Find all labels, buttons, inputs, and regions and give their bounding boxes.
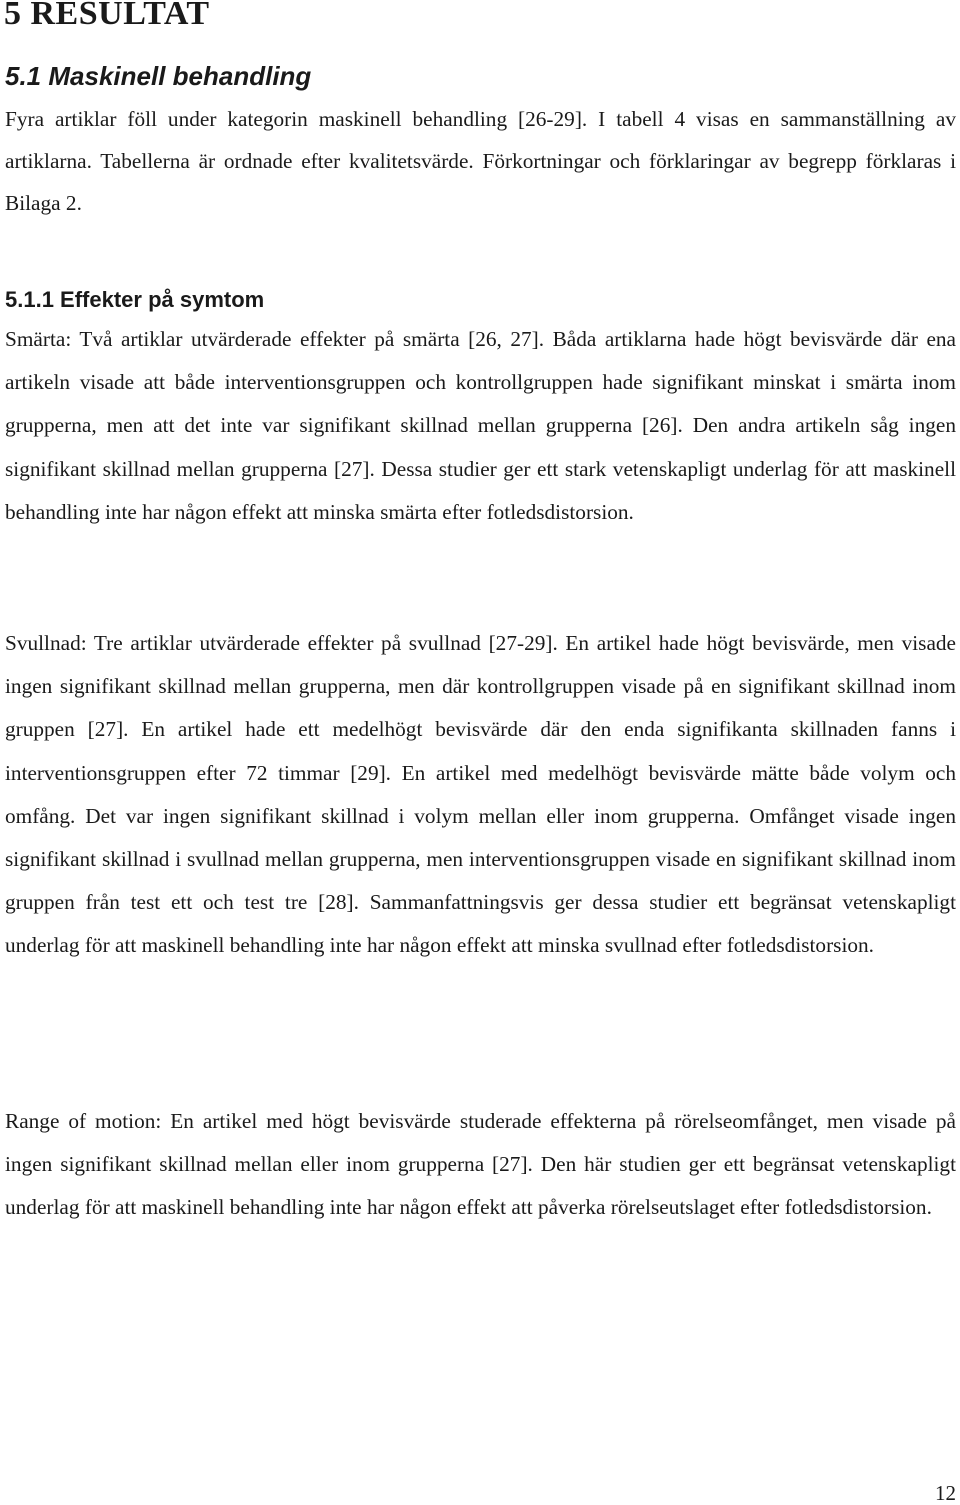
section-heading: 5.1 Maskinell behandling	[5, 61, 312, 91]
range-of-motion-paragraph: Range of motion: En artikel med högt bevisvärde studerade effekterna på rörelseomfånget, men visade på ingen signifikant skillnad mellan eller inom grupperna [27]. Den här studien ger ett begränsat vetenskapligt underlag för att maskinell behandling inte har någon effekt att påverka rörelseutslaget efter fotledsdistorsion.	[5, 1109, 956, 1220]
swelling-paragraph: Svullnad: Tre artiklar utvärderade effekter på svullnad [27-29]. En artikel hade högt bevisvärde, men visade ingen signifikant skillnad mellan grupperna, men där kontrollgruppen visade på en signifikant skillnad inom gruppen [27]. En artikel hade ett medelhögt bevisvärde där den enda signifikanta skillnaden fanns i interventionsgruppen efter 72 timmar [29]. En artikel med medelhögt bevisvärde mätte både volym och omfång. Det var ingen signifikant skillnad i volym mellan eller inom grupperna. Omfånget visade ingen signifikant skillnad i svullnad mellan grupperna, men interventionsgruppen visade en signifikant skillnad inom gruppen från test ett och test tre [28]. Sammanfattningsvis ger dessa studier ett begränsat vetenskapligt underlag för att maskinell behandling inte har någon effekt att minska svullnad efter fotledsdistorsion.	[5, 631, 956, 958]
chapter-heading: 5 RESULTAT	[4, 0, 210, 32]
page-number: 12	[935, 1481, 956, 1505]
intro-paragraph: Fyra artiklar föll under kategorin maskinell behandling [26-29]. I tabell 4 visas en sammanställning av artiklarna. Tabellerna är ordnade efter kvalitetsvärde. Förkortningar och förklaringar av begrepp förklaras i Bilaga 2.	[5, 107, 956, 215]
subsection-heading: 5.1.1 Effekter på symtom	[5, 287, 265, 312]
pain-paragraph: Smärta: Två artiklar utvärderade effekter på smärta [26, 27]. Båda artiklarna hade högt bevisvärde där ena artikeln visade att både interventionsgruppen och kontrollgruppen hade signifikant minskat i smärta inom grupperna, men att det inte var signifikant skillnad mellan grupperna [26]. Den andra artikeln såg ingen signifikant skillnad mellan grupperna [27]. Dessa studier ger ett stark vetenskapligt underlag för att maskinell behandling inte har någon effekt att minska smärta efter fotledsdistorsion.	[5, 327, 956, 524]
